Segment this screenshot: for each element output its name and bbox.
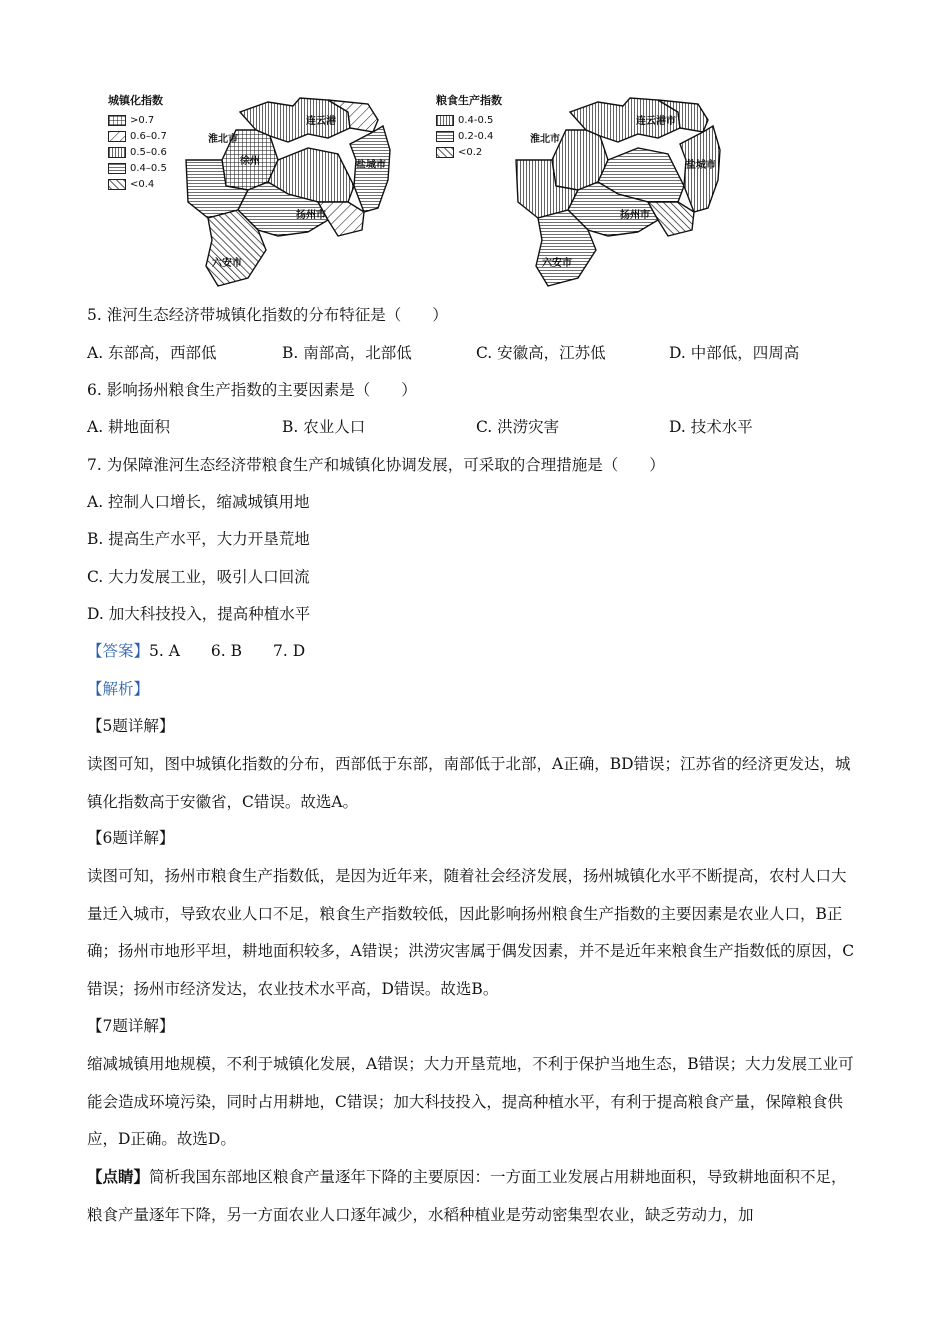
legend-item: >0.7	[108, 112, 167, 128]
urbanization-map	[178, 90, 418, 290]
answer-text: 5. A 6. B 7. D	[149, 642, 306, 660]
legend-title: 粮食生产指数	[436, 94, 502, 107]
map-label: 扬州市	[296, 210, 326, 221]
legend-item: 0.2-0.4	[436, 128, 502, 144]
legend-swatch-sparse	[108, 131, 126, 142]
detail-6-tag: 【6题详解】	[87, 829, 175, 847]
q5-option-b: B. 南部高，北部低	[282, 344, 412, 362]
map-label: 六安市	[212, 258, 242, 269]
tip-paragraph	[87, 1158, 859, 1234]
question-6-stem: 6. 影响扬州粮食生产指数的主要因素是（ ）	[87, 381, 417, 399]
question-5-stem: 5. 淮河生态经济带城镇化指数的分布特征是（ ）	[87, 306, 448, 324]
question-7-stem: 7. 为保障淮河生态经济带粮食生产和城镇化协调发展，可采取的合理措施是（ ）	[87, 456, 665, 474]
tip-tag: 【点睛】	[87, 1167, 150, 1186]
detail-6-text: 读图可知，扬州市粮食生产指数低，是因为近年来，随着社会经济发展，扬州城镇化水平不断提高，农村人口大量迁入城市，导致农业人口不足，粮食生产指数较低，因此影响扬州粮食生产指数的主要因素是农业人口，B正确；扬州市地形平坦，耕地面积较多，A错误；洪涝灾害属于偶发因素，并不是近年来粮食生产指数低的原因，C错误；扬州市经济发达，农业技术水平高，D错误。故选B。	[87, 867, 855, 998]
legend-item: 0.6–0.7	[108, 128, 167, 144]
q5-option-d: D. 中部低，四周高	[669, 344, 800, 362]
q6-option-a: A. 耕地面积	[87, 418, 171, 436]
map-label: 淮北市	[208, 134, 238, 145]
answer-tag: 【答案】	[87, 642, 150, 660]
map-label: 徐州	[240, 156, 260, 167]
answer-line	[87, 641, 305, 661]
map-label: 盐城市	[686, 160, 716, 171]
map-label: 扬州市	[620, 210, 650, 221]
map-label: 六安市	[542, 258, 572, 269]
q7-option-d: D. 加大科技投入，提高种植水平	[87, 605, 311, 623]
legend-swatch-horizontal	[436, 131, 454, 142]
legend-item: <0.2	[436, 144, 502, 160]
map-label: 淮北市	[530, 134, 560, 145]
q7-option-b: B. 提高生产水平，大力开垦荒地	[87, 530, 310, 548]
map-label: 连云港	[306, 116, 336, 127]
legend-swatch-vertical	[436, 115, 454, 126]
legend-item: <0.4	[108, 176, 167, 192]
legend-swatch-grid	[108, 115, 126, 126]
q5-option-c: C. 安徽高，江苏低	[476, 344, 606, 362]
q6-option-b: B. 农业人口	[282, 418, 366, 436]
figure	[100, 90, 750, 290]
legend-item: 0.4–0.5	[108, 160, 167, 176]
legend-item: 0.5–0.6	[108, 144, 167, 160]
legend-swatch-diagonal	[436, 147, 454, 158]
grain-legend	[436, 92, 502, 160]
q5-option-a: A. 东部高，西部低	[87, 344, 217, 362]
q6-option-c: C. 洪涝灾害	[476, 418, 560, 436]
map-label: 连云港市	[636, 116, 676, 127]
legend-title: 城镇化指数	[108, 94, 163, 107]
tip-text: 简析我国东部地区粮食产量逐年下降的主要原因：一方面工业发展占用耕地面积，导致耕地面积不足，粮食产量逐年下降，另一方面农业人口逐年减少，水稻种植业是劳动密集型农业，缺乏劳动力，加	[87, 1168, 847, 1224]
detail-5-tag: 【5题详解】	[87, 717, 175, 735]
legend-swatch-horizontal	[108, 163, 126, 174]
q6-option-d: D. 技术水平	[669, 418, 753, 436]
q7-option-a: A. 控制人口增长，缩减城镇用地	[87, 493, 310, 511]
detail-7-tag: 【7题详解】	[87, 1017, 175, 1035]
analysis-tag: 【解析】	[87, 680, 150, 698]
map-label: 盐城市	[356, 160, 386, 171]
legend-item: 0.4-0.5	[436, 112, 502, 128]
urbanization-legend	[108, 92, 167, 192]
legend-swatch-diagonal	[108, 179, 126, 190]
q7-option-c: C. 大力发展工业，吸引人口回流	[87, 568, 310, 586]
detail-7-text: 缩减城镇用地规模，不利于城镇化发展，A错误；大力开垦荒地，不利于保护当地生态，B错误；大力发展工业可能会造成环境污染，同时占用耕地，C错误；加大科技投入，提高种植水平，有利于提高粮食产量，保障粮食供应，D正确。故选D。	[87, 1055, 854, 1148]
detail-5-text: 读图可知，图中城镇化指数的分布，西部低于东部，南部低于北部，A正确，BD错误；江苏省的经济更发达，城镇化指数高于安徽省，C错误。故选A。	[87, 755, 851, 811]
grain-map	[508, 90, 748, 290]
legend-swatch-vertical	[108, 147, 126, 158]
